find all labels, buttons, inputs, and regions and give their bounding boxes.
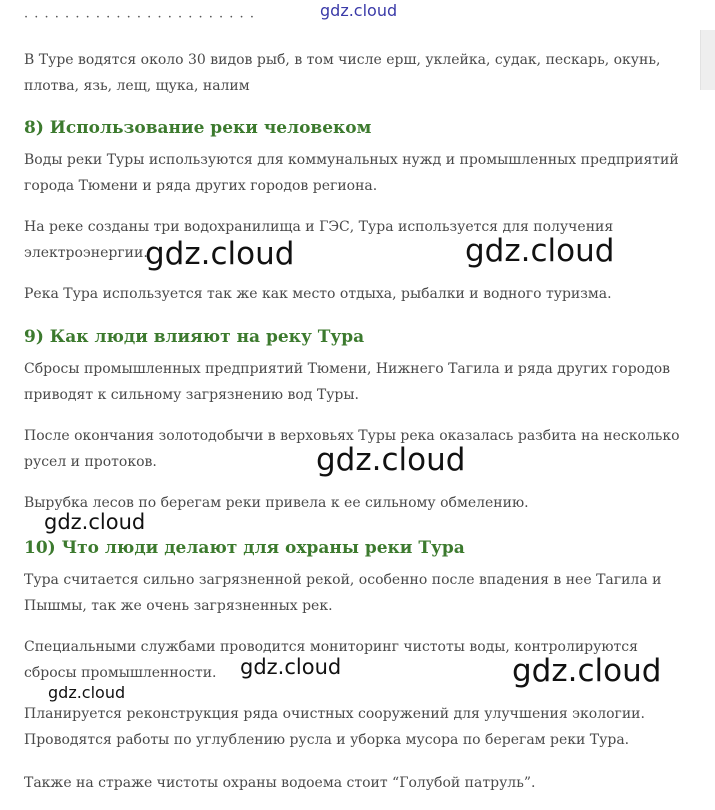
watermark: gdz.cloud bbox=[316, 442, 466, 478]
cut-off-text-line: · · · · · · · · · · · · · · · · · · · · · · · bbox=[24, 10, 255, 24]
paragraph-fish: В Туре водятся около 30 видов рыб, в том числе ерш, уклейка, судак, пескарь, окунь, плотва, язь, лещ, щука, налим bbox=[24, 52, 661, 94]
paragraph-10-2: Специальными службами проводится мониторинг чистоты воды, контролируются сбросы промышленности. bbox=[24, 639, 638, 681]
paragraph-10-3: Планируется реконструкция ряда очистных сооружений для улучшения экологии. Проводятся работы по углублению русла и уборка мусора по берегам реки Тура. bbox=[24, 706, 645, 748]
scrollbar[interactable] bbox=[700, 30, 715, 90]
watermark: gdz.cloud bbox=[240, 655, 342, 679]
paragraph-10-4: Также на страже чистоты охраны водоема стоит “Голубой патруль”. bbox=[24, 775, 536, 791]
paragraph-10-1: Тура считается сильно загрязненной рекой, особенно после впадения в нее Тагила и Пышмы, так же очень загрязненных рек. bbox=[24, 572, 662, 614]
watermark: gdz.cloud bbox=[48, 683, 126, 702]
paragraph-9-1: Сбросы промышленных предприятий Тюмени, Нижнего Тагила и ряда других городов приводят к сильному загрязнению вод Туры. bbox=[24, 361, 671, 403]
paragraph-9-3: Вырубка лесов по берегам реки привела к ее сильному обмелению. bbox=[24, 495, 529, 511]
site-watermark: gdz.cloud bbox=[320, 1, 398, 20]
heading-10: 10) Что люди делают для охраны реки Тура bbox=[24, 538, 465, 558]
paragraph-8-1: Воды реки Туры используются для коммунальных нужд и промышленных предприятий города Тюмени и ряда других городов региона. bbox=[24, 152, 679, 194]
watermark: gdz.cloud bbox=[512, 653, 662, 689]
watermark: gdz.cloud bbox=[44, 510, 146, 534]
paragraph-8-3: Река Тура используется так же как место отдыха, рыбалки и водного туризма. bbox=[24, 286, 612, 302]
paragraph-9-2: После окончания золотодобычи в верховьях Туры река оказалась разбита на несколько русел и протоков. bbox=[24, 428, 680, 470]
heading-8: 8) Использование реки человеком bbox=[24, 118, 372, 138]
paragraph-8-2: На реке созданы три водохранилища и ГЭС, Тура используется для получения электроэнергии. bbox=[24, 219, 614, 261]
watermark: gdz.cloud bbox=[465, 233, 615, 269]
heading-9: 9) Как люди влияют на реку Тура bbox=[24, 327, 365, 347]
watermark: gdz.cloud bbox=[145, 236, 295, 272]
